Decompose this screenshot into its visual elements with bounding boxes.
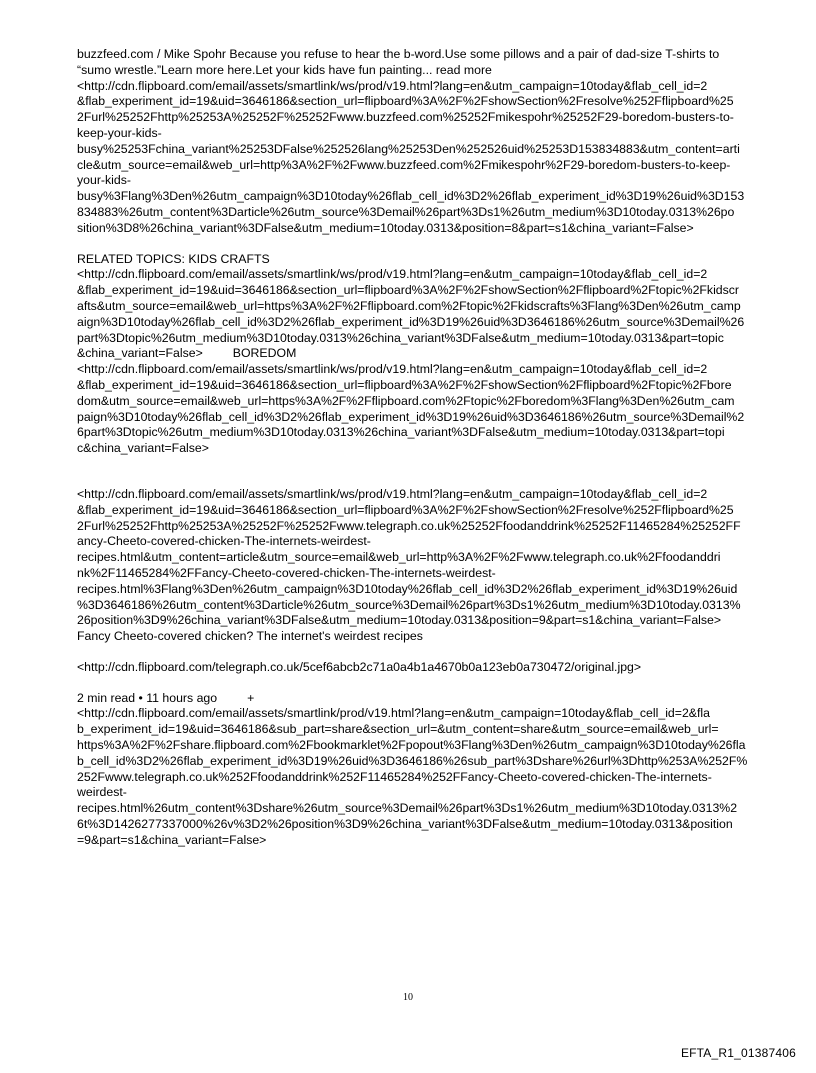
link-line[interactable]: recipes.html&utm_content=article&utm_source=email&web_url=http%3A%2F%2Fwww.telegraph.co.uk%2Ffoodanddri: [77, 550, 721, 565]
link-line[interactable]: 6t%3D1426277337000%26v%3D2%26position%3D9%26china_variant%3DFalse&utm_medium=10today.0313&position: [77, 817, 733, 832]
link-line[interactable]: cle&utm_source=email&web_url=http%3A%2F%2Fwww.buzzfeed.com%2Fmikespohr%2F29-boredom-busters-to-keep-: [77, 157, 731, 172]
link-line[interactable]: <http://cdn.flipboard.com/email/assets/smartlink/ws/prod/v19.html?lang=en&utm_campaign=10today&flab_cell_id=2: [77, 78, 708, 93]
article-title[interactable]: Fancy Cheeto-covered chicken? The internet's weirdest recipes: [77, 629, 423, 644]
link-line[interactable]: sition%3D8%26china_variant%3DFalse&utm_medium=10today.0313&position=8&part=s1&china_variant=False>: [77, 220, 694, 235]
link-line[interactable]: =9&part=s1&china_variant=False>: [77, 832, 267, 847]
link-line[interactable]: <http://cdn.flipboard.com/email/assets/smartlink/ws/prod/v19.html?lang=en&utm_campaign=10today&flab_cell_id=2: [77, 267, 708, 282]
link-line[interactable]: 252Fwww.telegraph.co.uk%252Ffoodanddrink%252F11465284%252FFancy-Cheeto-covered-chicken-The-internets-: [77, 769, 712, 784]
link-line[interactable]: <http://cdn.flipboard.com/email/assets/smartlink/ws/prod/v19.html?lang=en&utm_campaign=10today&flab_cell_id=2: [77, 362, 708, 377]
link-line[interactable]: aign%3D10today%26flab_cell_id%3D2%26flab_experiment_id%3D19%26uid%3D3646186%26utm_source%3Demail%26: [77, 314, 745, 329]
link-line[interactable]: <http://cdn.flipboard.com/email/assets/smartlink/prod/v19.html?lang=en&utm_campaign=10today&flab_cell_id=2&fla: [77, 706, 710, 721]
text-line: [77, 346, 747, 362]
article-meta-line: [77, 691, 747, 707]
link-line[interactable]: busy%3Flang%3Den%26utm_campaign%3D10today%26flab_cell_id%3D2%26flab_experiment_id%3D19%26uid%3D153: [77, 189, 745, 204]
link-line[interactable]: https%3A%2F%2Fshare.flipboard.com%2Fbookmarklet%2Fpopout%3Flang%3Den%26utm_campaign%3D10today%26fla: [77, 738, 746, 753]
article-share: [77, 691, 747, 849]
share-plus-icon[interactable]: +: [247, 690, 255, 705]
link-line[interactable]: 26position%3D9%26china_variant%3DFalse&utm_medium=10today.0313&position=9&part=s1&china_variant=False>: [77, 613, 722, 628]
text-line: “sumo wrestle.”Learn more here.Let your kids have fun painting... read more: [77, 62, 492, 77]
link-line[interactable]: your-kids-: [77, 173, 131, 188]
link-line[interactable]: 2Furl%25252Fhttp%25253A%25252F%25252Fwww.telegraph.co.uk%25252Ffoodanddrink%25252F11465284%25252FF: [77, 518, 741, 533]
link-line[interactable]: &flab_experiment_id=19&uid=3646186&section_url=flipboard%3A%2F%2FshowSection%2Fflipboard%2Ftopic%2Fbore: [77, 377, 732, 392]
link-line[interactable]: ancy-Cheeto-covered-chicken-The-internets-weirdest-: [77, 534, 371, 549]
page-number: 10: [403, 992, 413, 1003]
link-line[interactable]: 6part%3Dtopic%26utm_medium%3D10today.0313%26china_variant%3DFalse&utm_medium=10today.0313&part=topi: [77, 425, 725, 440]
link-line[interactable]: weirdest-: [77, 785, 127, 800]
link-line[interactable]: c&china_variant=False>: [77, 441, 209, 456]
related-topics-heading: RELATED TOPICS: KIDS CRAFTS: [77, 251, 270, 266]
article-buzzfeed-summary: [77, 47, 747, 237]
link-line[interactable]: part%3Dtopic%26utm_medium%3D10today.0313%26china_variant%3DFalse&utm_medium=10today.0313&part=topic: [77, 330, 724, 345]
link-line[interactable]: paign%3D10today%26flab_cell_id%3D2%26flab_experiment_id%3D19%26uid%3D3646186%26utm_source%3Demail%2: [77, 409, 745, 424]
link-line[interactable]: nk%2F11465284%2FFancy-Cheeto-covered-chicken-The-internets-weirdest-: [77, 565, 496, 580]
text-line: buzzfeed.com / Mike Spohr Because you refuse to hear the b-word.Use some pillows and a pair of dad-size T-shirts to: [77, 47, 720, 61]
link-line[interactable]: &flab_experiment_id=19&uid=3646186&section_url=flipboard%3A%2F%2FshowSection%2Fflipboard%2Ftopic%2Fkidscr: [77, 283, 740, 298]
link-line[interactable]: &flab_experiment_id=19&uid=3646186&section_url=flipboard%3A%2F%2FshowSection%2Fresolve%252Fflipboard%25: [77, 502, 734, 517]
link-line[interactable]: &flab_experiment_id=19&uid=3646186&section_url=flipboard%3A%2F%2FshowSection%2Fresolve%252Fflipboard%25: [77, 94, 734, 109]
link-line[interactable]: recipes.html%26utm_content%3Dshare%26utm_source%3Demail%26part%3Ds1%26utm_medium%3D10today.0313%2: [77, 801, 738, 816]
link-line[interactable]: b_experiment_id=19&uid=3646186&sub_part=share&section_url=&utm_content=share&utm_source=email&web_url=: [77, 722, 719, 737]
link-line[interactable]: busy%25253Fchina_variant%25253DFalse%252526lang%25253Den%252526uid%25253D153834883&utm_content=arti: [77, 141, 740, 156]
topic-boredom-label[interactable]: BOREDOM: [232, 346, 297, 361]
document-id: EFTA_R1_01387406: [680, 1046, 796, 1060]
link-line[interactable]: %3D3646186%26utm_content%3Darticle%26utm_source%3Demail%26part%3Ds1%26utm_medium%3D10today.0313%: [77, 597, 741, 612]
article-telegraph: [77, 487, 747, 645]
document-page: [77, 47, 747, 849]
link-line[interactable]: afts&utm_source=email&web_url=https%3A%2F%2Fflipboard.com%2Ftopic%2Fkidscrafts%3Flang%3Den%26utm_camp: [77, 298, 741, 313]
related-topics: [77, 252, 747, 457]
link-line[interactable]: dom&utm_source=email&web_url=https%3A%2F%2Fflipboard.com%2Ftopic%2Fboredom%3Flang%3Den%26utm_cam: [77, 393, 735, 408]
link-line[interactable]: <http://cdn.flipboard.com/email/assets/smartlink/ws/prod/v19.html?lang=en&utm_campaign=10today&flab_cell_id=2: [77, 486, 708, 501]
link-line[interactable]: keep-your-kids-: [77, 125, 162, 140]
link-line[interactable]: 834883%26utm_content%3Darticle%26utm_source%3Demail%26part%3Ds1%26utm_medium%3D10today.0313%26po: [77, 204, 735, 219]
link-line[interactable]: 2Furl%25252Fhttp%25253A%25252F%25252Fwww.buzzfeed.com%25252Fmikespohr%25252F29-boredom-busters-to-: [77, 110, 734, 125]
link-line[interactable]: &china_variant=False>: [77, 346, 203, 361]
link-line[interactable]: recipes.html%3Flang%3Den%26utm_campaign%3D10today%26flab_cell_id%3D2%26flab_experiment_id%3D19%26uid: [77, 581, 738, 596]
link-line[interactable]: b_cell_id%3D2%26flab_experiment_id%3D19%26uid%3D3646186%26sub_part%3Dshare%26url%3Dhttp%253A%252F%: [77, 753, 748, 768]
article-image-link: [77, 660, 747, 676]
article-meta: 2 min read • 11 hours ago: [77, 690, 218, 705]
image-link-line[interactable]: <http://cdn.flipboard.com/telegraph.co.uk/5cef6abcb2c71a0a4b1a4670b0a123eb0a730472/original.jpg>: [77, 659, 642, 674]
